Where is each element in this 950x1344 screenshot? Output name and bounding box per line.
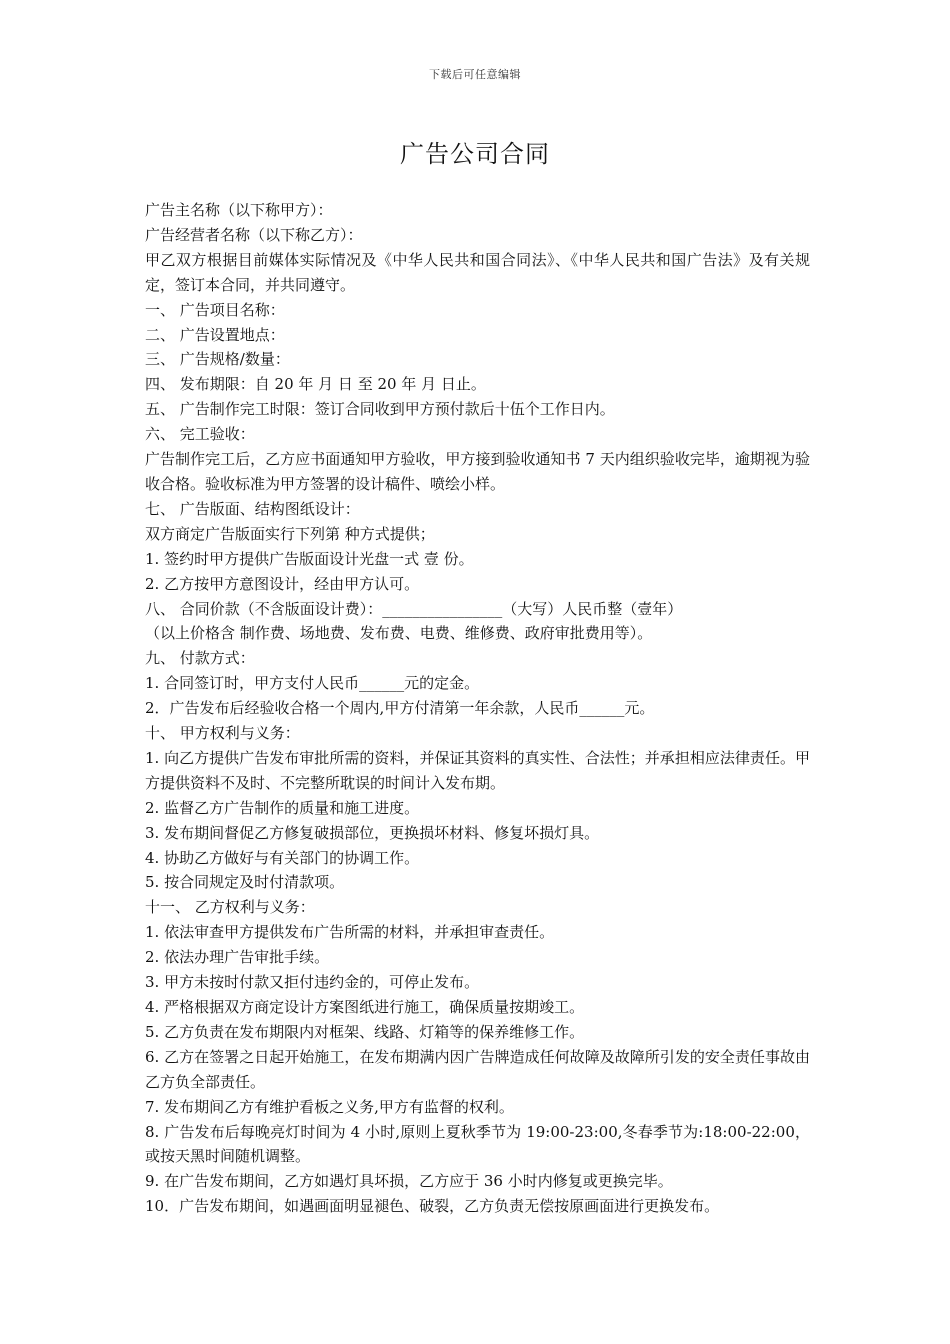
party-a-item-5: 5. 按合同规定及时付清款项。 (145, 873, 345, 892)
party-b-name-line: 广告经营者名称（以下称乙方）： (145, 225, 363, 244)
design-item-2: 2. 乙方按甲方意图设计，经由甲方认可。 (145, 574, 420, 593)
clause-10-party-a-duties: 十、 甲方权利与义务： (145, 724, 300, 743)
payment-item-2: 2．广告发布后经验收合格一个周内,甲方付清第一年余款，人民币______元。 (145, 699, 655, 718)
party-b-item-10: 10．广告发布期间，如遇画面明显褪色、破裂，乙方负责无偿按原画面进行更换发布。 (145, 1197, 720, 1216)
clause-3-spec: 三、 广告规格/数量： (145, 350, 290, 369)
party-a-name-line: 广告主名称（以下称甲方）： (145, 201, 333, 219)
clause-9-payment: 九、 付款方式： (145, 649, 255, 668)
party-b-item-8: 8. 广告发布后每晚亮灯时间为 4 小时,原则上夏秋季节为 19:00-23:00,冬春季节为:18:00-22:00，或按天黑时间随机调整。 (145, 1122, 810, 1166)
party-b-item-9: 9. 在广告发布期间，乙方如遇灯具坏损，乙方应于 36 小时内修复或更换完毕。 (145, 1172, 673, 1191)
party-b-item-2: 2. 依法办理广告审批手续。 (145, 948, 330, 967)
party-a-item-4: 4. 协助乙方做好与有关部门的协调工作。 (145, 848, 420, 867)
acceptance-paragraph: 广告制作完工后，乙方应书面通知甲方验收，甲方接到验收通知书 7 天内组织验收完毕，逾期视为验收合格。验收标准为甲方签署的设计稿件、喷绘小样。 (145, 450, 810, 493)
design-method-line: 双方商定广告版面实行下列第 种方式提供； (145, 524, 435, 543)
design-item-1: 1. 签约时甲方提供广告版面设计光盘一式 壹 份。 (145, 549, 474, 568)
contract-body (145, 198, 810, 1219)
preamble-paragraph: 甲乙双方根据目前媒体实际情况及《中华人民共和国合同法》、《中华人民共和国广告法》及有关规定，签订本合同，并共同遵守。 (145, 250, 810, 294)
payment-item-1: 1. 合同签订时，甲方支付人民币______元的定金。 (145, 674, 480, 693)
document-title: 广告公司合同 (400, 140, 550, 168)
party-b-item-6: 6. 乙方在签署之日起开始施工，在发布期满内因广告牌造成任何故障及故障所引发的安全责任事故由乙方负全部责任。 (145, 1047, 810, 1091)
clause-2-location: 二、 广告设置地点： (145, 325, 285, 344)
clause-11-party-b-duties: 十一、 乙方权利与义务： (145, 898, 315, 917)
party-b-item-3: 3. 甲方未按时付款又拒付违约金的，可停止发布。 (145, 973, 480, 992)
clause-6-acceptance: 六、 完工验收： (145, 425, 255, 444)
party-b-item-7: 7. 发布期间乙方有维护看板之义务,甲方有监督的权利。 (145, 1097, 514, 1116)
party-b-item-5: 5. 乙方负责在发布期限内对框架、线路、灯箱等的保养维修工作。 (145, 1022, 585, 1041)
party-a-item-1: 1. 向乙方提供广告发布审批所需的资料，并保证其资料的真实性、合法性；并承担相应法律责任。甲方提供资料不及时、不完整所耽误的时间计入发布期。 (145, 748, 810, 792)
clause-5-deadline: 五、 广告制作完工时限：签订合同收到甲方预付款后十伍个工作日内。 (145, 400, 615, 419)
party-b-item-1: 1. 依法审查甲方提供发布广告所需的材料，并承担审查责任。 (145, 923, 555, 942)
party-a-item-3: 3. 发布期间督促乙方修复破损部位，更换损坏材料、修复坏损灯具。 (145, 823, 600, 842)
header-note: 下载后可任意编辑 (429, 68, 521, 81)
party-b-item-4: 4. 严格根据双方商定设计方案图纸进行施工，确保质量按期竣工。 (145, 998, 585, 1016)
party-a-item-2: 2. 监督乙方广告制作的质量和施工进度。 (145, 798, 420, 817)
clause-8-price: 八、 合同价款（不含版面设计费）：________________（大写）人民币整（壹年） (145, 599, 683, 618)
price-note: （以上价格含 制作费、场地费、发布费、电费、维修费、政府审批费用等）。 (145, 624, 653, 643)
clause-4-period: 四、 发布期限：自 20 年 月 日 至 20 年 月 日止。 (145, 375, 486, 394)
clause-1-project-name: 一、 广告项目名称： (145, 300, 285, 319)
clause-7-design: 七、 广告版面、结构图纸设计： (145, 499, 360, 518)
